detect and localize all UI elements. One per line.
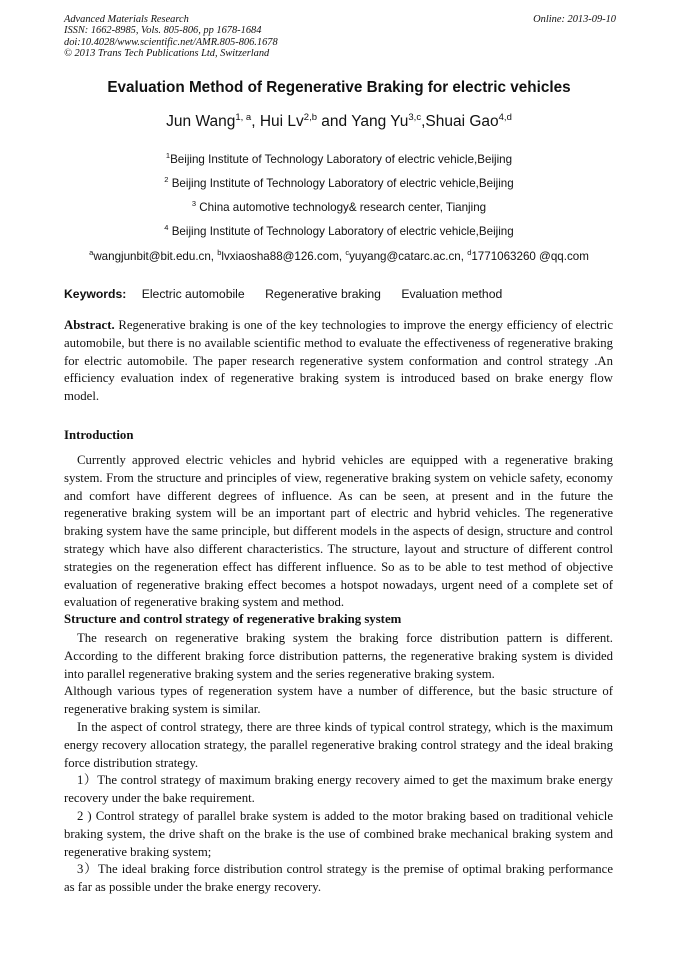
author-name: Yang Yu — [351, 113, 409, 131]
author-name: Hui Lv — [259, 113, 304, 131]
affiliation-1 — [0, 151, 678, 166]
email-text: lvxiaosha88@126.com, — [221, 249, 346, 263]
email-text: yuyang@catarc.ac.cn, — [349, 249, 468, 263]
author-name: Shuai Gao — [425, 113, 499, 131]
section-heading-introduction: Introduction — [64, 428, 134, 442]
email-sup: c — [345, 248, 350, 257]
email-text: wangjunbit@bit.edu.cn, — [93, 249, 218, 263]
paper-title: Evaluation Method of Regenerative Braking for electric vehicles — [107, 79, 571, 96]
introduction-body — [64, 452, 613, 612]
paragraph: Although various types of regeneration system have a number of difference, but the basic structure of regenerative braking system is similar. — [64, 684, 613, 717]
email-sup: a — [89, 248, 94, 257]
email-sup: b — [217, 248, 222, 257]
author-sep: , — [251, 113, 260, 131]
affiliation-sup: 4 — [164, 223, 169, 232]
issn-line: ISSN: 1662-8985, Vols. 805-806, pp 1678-1684 — [64, 25, 262, 37]
author-list — [0, 112, 678, 131]
author-sup: 3,c — [408, 112, 422, 123]
affiliation-text: Beijing Institute of Technology Laboratory of electric vehicle,Beijing — [170, 152, 513, 166]
journal-header — [64, 14, 616, 59]
affiliation-text: China automotive technology& research center, Tianjing — [196, 200, 487, 214]
author-name: Jun Wang — [166, 113, 236, 131]
abstract-text: Regenerative braking is one of the key technologies to improve the energy efficiency of electric automobile, but there is no available scientific method to evaluate the effectiveness of regenerative braking for electric automobile. The paper research regenerative system conformation and control strategy .An efficiency evaluation index of regenerative braking system is introduced based on brake energy flow model. — [64, 318, 614, 404]
abstract-label: Abstract. — [64, 318, 115, 332]
author-sep: and — [317, 113, 352, 131]
paragraph: Currently approved electric vehicles and hybrid vehicles are equipped with a regenerative braking system. From the structure and principles of view, regenerative braking system on vehicle safety, economy and comfort have different degrees of influence. As can be seen, at present and in the future the regenerative braking system will be an important part of electric and hybrid vehicles. The regenerative braking system have the same principle, but different models in the aspects of design, structure and control strategy which have also different characteristics. The structure, layout and structure of different control strategies on the regeneration effect has different influence. So as to be able to test method of objective evaluation of regenerative braking effect becomes a hotspot nowadays, urgent need of a complete set of evaluation of regenerative braking system and method. — [64, 453, 613, 610]
keyword-item: Regenerative braking — [265, 287, 381, 301]
author-sep: , — [421, 113, 426, 131]
email-sup: d — [467, 248, 472, 257]
email-text: 1771063260 @qq.com — [471, 249, 589, 263]
affiliation-3 — [0, 199, 678, 214]
structure-body — [64, 630, 613, 897]
affiliation-sup: 2 — [164, 175, 169, 184]
abstract — [64, 317, 613, 406]
author-sup: 2,b — [303, 112, 317, 123]
author-sup: 4,d — [498, 112, 512, 123]
list-item: 1）The control strategy of maximum braking energy recovery aimed to get the maximum brake energy recovery under the bake requirement. — [64, 773, 613, 806]
copyright-line: © 2013 Trans Tech Publications Ltd, Switzerland — [64, 47, 270, 59]
keyword-item: Electric automobile — [141, 287, 245, 301]
list-item: 3）The ideal braking force distribution control strategy is the premise of optimal braking performance as far as possible under the brake energy recovery. — [64, 862, 613, 895]
affiliation-2 — [0, 175, 678, 190]
paragraph: In the aspect of control strategy, there are three kinds of typical control strategy, which is the maximum energy recovery allocation strategy, the parallel regenerative braking control strategy and the ideal braking force distribution strategy. — [64, 719, 613, 770]
affiliation-4 — [0, 223, 678, 238]
paragraph: The research on regenerative braking system the braking force distribution pattern is different. According to the different braking force distribution patterns, the regenerative braking system is divided into parallel regenerative braking system and the series regenerative braking system. — [64, 631, 613, 681]
list-item: 2 ) Control strategy of parallel brake system is added to the motor braking based on traditional vehicle braking system, the drive shaft on the brake is the use of combined brake mechanical braking system and regenerative braking system; — [64, 808, 613, 859]
author-sup: 1, a — [235, 112, 252, 123]
affiliation-sup: 1 — [165, 151, 171, 160]
keyword-item: Evaluation method — [401, 287, 503, 301]
email-line — [0, 248, 678, 263]
online-date: Online: 2013-09-10 — [533, 14, 616, 25]
keywords-label: Keywords: — [64, 287, 127, 301]
affiliation-text: Beijing Institute of Technology Laboratory of electric vehicle,Beijing — [168, 176, 514, 190]
section-heading-structure: Structure and control strategy of regenerative braking system — [64, 612, 402, 626]
affiliation-text: Beijing Institute of Technology Laboratory of electric vehicle,Beijing — [168, 224, 514, 238]
keywords — [64, 287, 519, 301]
doi-line: doi:10.4028/www.scientific.net/AMR.805-806.1678 — [64, 36, 278, 48]
journal-name: Advanced Materials Research — [64, 14, 189, 25]
affiliation-sup: 3 — [191, 199, 197, 208]
